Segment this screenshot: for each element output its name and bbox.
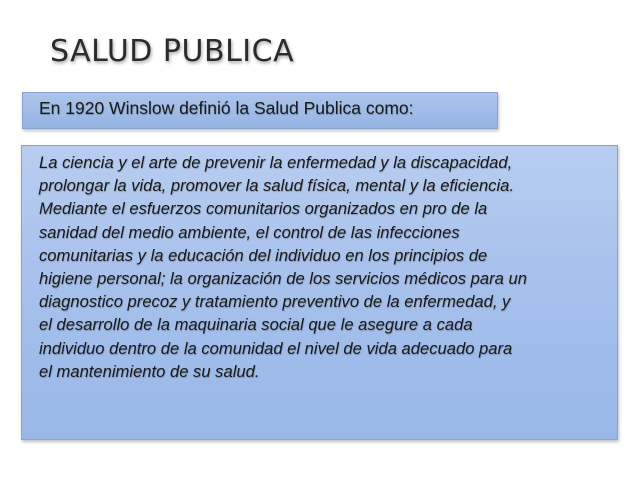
definition-text	[39, 151, 609, 383]
slide-title: SALUD PUBLICA	[50, 34, 295, 69]
definition-line: el mantenimiento de su salud.	[39, 361, 260, 381]
definition-box	[21, 145, 618, 440]
subtitle-box	[22, 92, 498, 129]
definition-line: comunitarias y la educación del individuo en los principios de	[39, 245, 488, 265]
definition-line: La ciencia y el arte de prevenir la enfermedad y la discapacidad,	[39, 153, 513, 172]
definition-line: sanidad del medio ambiente, el control de las infecciones	[39, 222, 460, 242]
definition-line: higiene personal; la organización de los servicios médicos para un	[39, 269, 527, 289]
definition-line: diagnostico precoz y tratamiento preventivo de la enfermedad, y	[39, 292, 511, 312]
definition-line: prolongar la vida, promover la salud física, mental y la eficiencia.	[39, 176, 514, 196]
definition-line: Mediante el esfuerzos comunitarios organizados en pro de la	[39, 199, 488, 219]
definition-line: individuo dentro de la comunidad el nivel de vida adecuado para	[39, 338, 513, 358]
subtitle-text: En 1920 Winslow definió la Salud Publica como:	[39, 98, 414, 118]
definition-line: el desarrollo de la maquinaria social que le asegure a cada	[39, 315, 473, 335]
